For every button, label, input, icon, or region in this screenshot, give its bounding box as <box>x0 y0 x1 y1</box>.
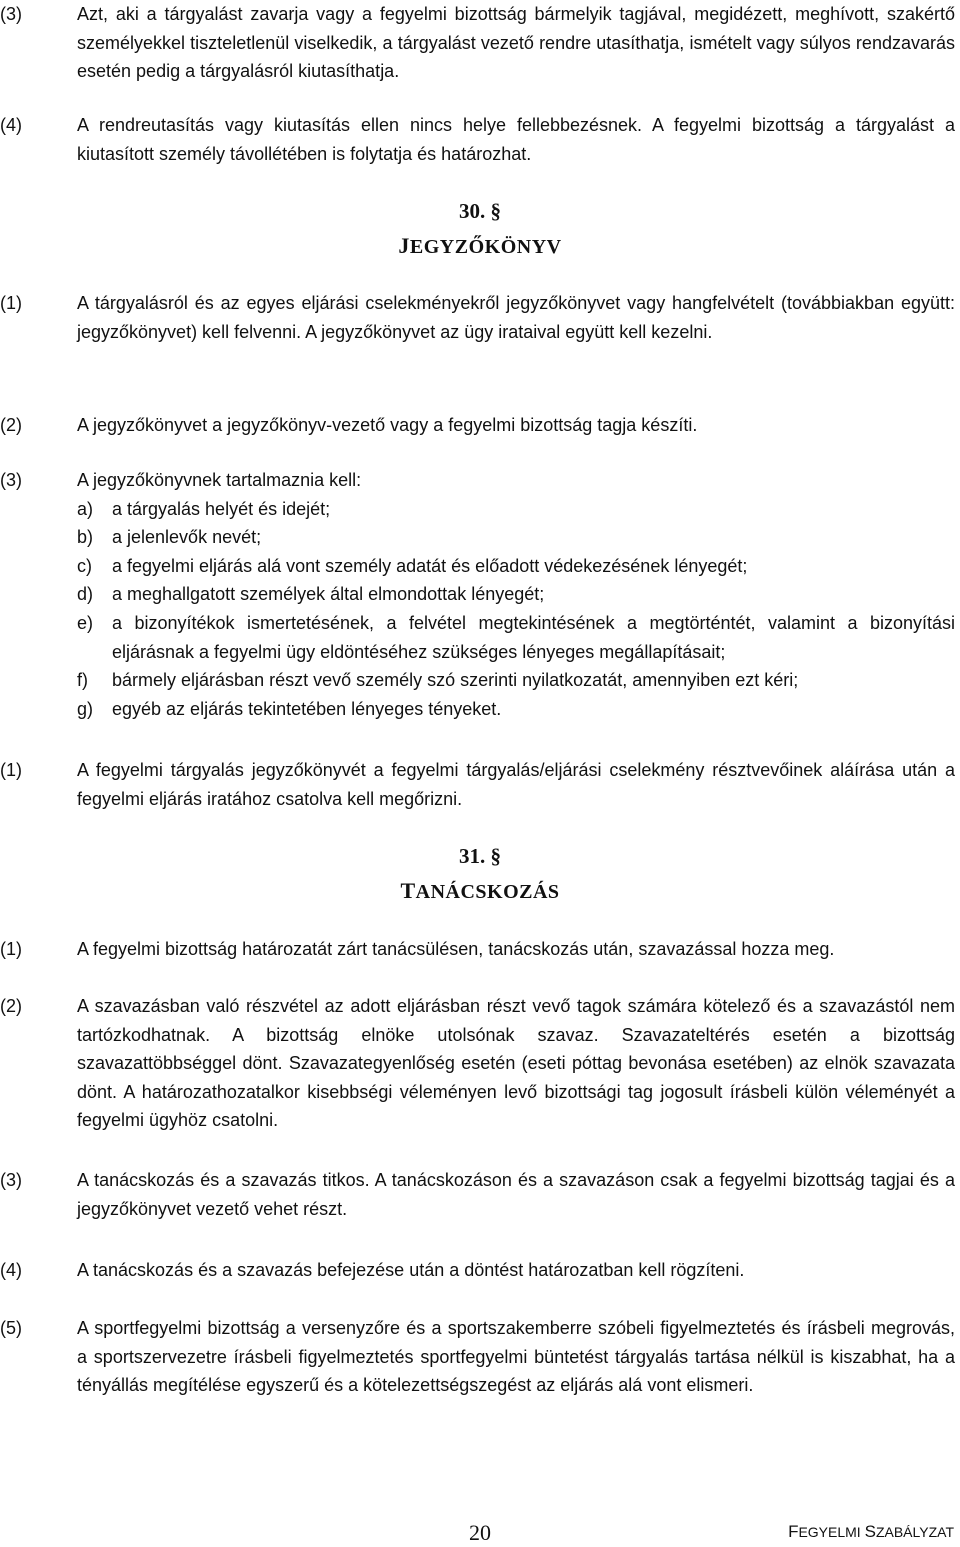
paragraph-text: Azt, aki a tárgyalást zavarja vagy a fegyelmi bizottság bármelyik tagjával, megidézett, meghívott, szakértő személyekkel tiszteletlenül viselkedik, a tárgyalást vezető rendre utasíthatja, ismételt vagy súlyos rendzavarás esetén pedig a tárgyalásról kiutasíthatja. <box>77 4 955 82</box>
footer-cap: S <box>864 1522 876 1541</box>
list-letter: d) <box>77 584 94 605</box>
list-text: a fegyelmi eljárás alá vont személy adatát és előadott védekezésének lényegét; <box>112 555 748 576</box>
section-31-paragraph-5 <box>0 1314 960 1400</box>
section-30-paragraph-1 <box>0 289 960 346</box>
paragraph-text: A szavazásban való részvétel az adott eljárásban részt vevő tagok számára kötelező és a szavazástól nem tartózkodhatnak. A bizottság elnöke utolsónak szavaz. Szavazateltérés esetén a bizottság szavazattöbbséggel dönt. Szavazategyenlőség esetén (eseti póttag bevonása esetében) az elnök szavazata dönt. A határozathozatalkor kisebbségi véleményen levő bizottsági tag jogosult írásbeli külön véleményét a fegyelmi ügyhöz csatolni. <box>77 996 955 1131</box>
list-text: a bizonyítékok ismertetésének, a felvétel megtekintésének a megtörténtét, valamint a bizonyítási eljárásnak a fegyelmi ügy eldöntéséhez szükséges lényeges megállapításait; <box>112 612 955 662</box>
list-text: bármely eljárásban részt vevő személy szó szerinti nyilatkozatát, amennyiben ezt kéri; <box>112 670 799 691</box>
document-title-footer <box>788 1522 954 1542</box>
paragraph-text: A fegyelmi bizottság határozatát zárt tanácsülésen, tanácskozás után, szavazással hozza meg. <box>77 939 835 959</box>
paragraph-number: (2) <box>0 996 22 1016</box>
paragraph-number: (1) <box>0 760 22 780</box>
list-item <box>77 609 955 666</box>
list-letter: b) <box>77 527 94 548</box>
list-item <box>77 552 955 581</box>
section-31-paragraph-4 <box>0 1256 960 1285</box>
list-letter: a) <box>77 498 94 519</box>
section-title-initial: J <box>398 233 410 258</box>
paragraph-text: A sportfegyelmi bizottság a versenyzőre és a sportszakemberre szóbeli figyelmeztetés és írásbeli megrovás, a sportszervezetre írásbeli figyelmeztetés sportfegyelmi büntetést tárgyalás tartása nélkül is kiszabhat, ha a tényállás megítélése egyszerű és a kötelezettségszegést az eljárás alá vont elismeri. <box>77 1318 955 1396</box>
list-letter: c) <box>77 555 92 576</box>
paragraph-number: (5) <box>0 1318 22 1338</box>
section-31-paragraph-3 <box>0 1166 960 1223</box>
section-31-title <box>0 878 960 904</box>
paragraph-content <box>77 466 955 723</box>
list-text: a meghallgatott személyek által elmondottak lényegét; <box>112 584 545 605</box>
paragraph-text: A rendreutasítás vagy kiutasítás ellen nincs helye fellebbezésnek. A fegyelmi bizottság a tárgyalást a kiutasított személy távollétében is folytatja és határozhat. <box>77 115 955 164</box>
section-30-number: 30. § <box>459 199 501 223</box>
footer-small-caps: ZABÁLYZAT <box>875 1524 954 1540</box>
paragraph-number: (4) <box>0 115 22 135</box>
footer-cap: F <box>788 1522 799 1541</box>
list-item <box>77 695 955 724</box>
list-letter: g) <box>77 698 94 719</box>
content-list <box>77 495 955 724</box>
section-title-rest: ANÁCSKOZÁS <box>415 881 560 903</box>
section-31-paragraph-2 <box>0 992 960 1135</box>
paragraph-number: (3) <box>0 1170 22 1190</box>
section-30-paragraph-4 <box>0 756 960 813</box>
paragraph-number: (1) <box>0 939 22 959</box>
section-31-number: 31. § <box>459 844 501 868</box>
footer-small-caps: EGYELMI <box>798 1524 865 1540</box>
paragraph-number: (3) <box>0 4 22 24</box>
list-text: a jelenlevők nevét; <box>112 527 262 548</box>
list-letter: e) <box>77 612 94 633</box>
paragraph-text: A tárgyalásról és az egyes eljárási cselekményekről jegyzőkönyvet vagy hangfelvételt (továbbiakban együtt: jegyzőkönyvet) kell felvenni. A jegyzőkönyvet az ügy irataival együtt kell kezelni. <box>77 293 955 342</box>
section-30-paragraph-2 <box>0 411 960 440</box>
paragraph-3-continued <box>0 0 960 86</box>
list-item <box>77 523 955 552</box>
paragraph-text: A jegyzőkönyvet a jegyzőkönyv-vezető vagy a fegyelmi bizottság tagja készíti. <box>77 415 698 435</box>
paragraph-number: (3) <box>0 470 22 490</box>
list-item <box>77 666 955 695</box>
section-31-paragraph-1 <box>0 935 960 964</box>
list-text: a tárgyalás helyét és idejét; <box>112 498 331 519</box>
paragraph-text: A tanácskozás és a szavazás titkos. A tanácskozáson és a szavazáson csak a fegyelmi bizottság tagjai és a jegyzőkönyvet vezető vehet részt. <box>77 1170 955 1219</box>
list-text: egyéb az eljárás tekintetében lényeges tényeket. <box>112 698 502 719</box>
paragraph-number: (2) <box>0 415 22 435</box>
list-item <box>77 495 955 524</box>
list-letter: f) <box>77 670 88 691</box>
paragraph-number: (1) <box>0 293 22 313</box>
list-item <box>77 580 955 609</box>
paragraph-text: A tanácskozás és a szavazás befejezése után a döntést határozatban kell rögzíteni. <box>77 1260 745 1280</box>
paragraph-number: (4) <box>0 1260 22 1280</box>
page-number: 20 <box>469 1520 491 1545</box>
paragraph-4 <box>0 111 960 168</box>
paragraph-text: A fegyelmi tárgyalás jegyzőkönyvét a fegyelmi tárgyalás/eljárási cselekmény résztvevőinek aláírása után a fegyelmi eljárás iratához csatolva kell megőrizni. <box>77 760 955 809</box>
section-30-title <box>0 233 960 259</box>
section-title-initial: T <box>400 878 416 903</box>
section-30-paragraph-3 <box>0 466 960 723</box>
section-title-rest: EGYZŐKÖNYV <box>409 236 562 258</box>
list-intro: A jegyzőkönyvnek tartalmaznia kell: <box>77 470 362 490</box>
